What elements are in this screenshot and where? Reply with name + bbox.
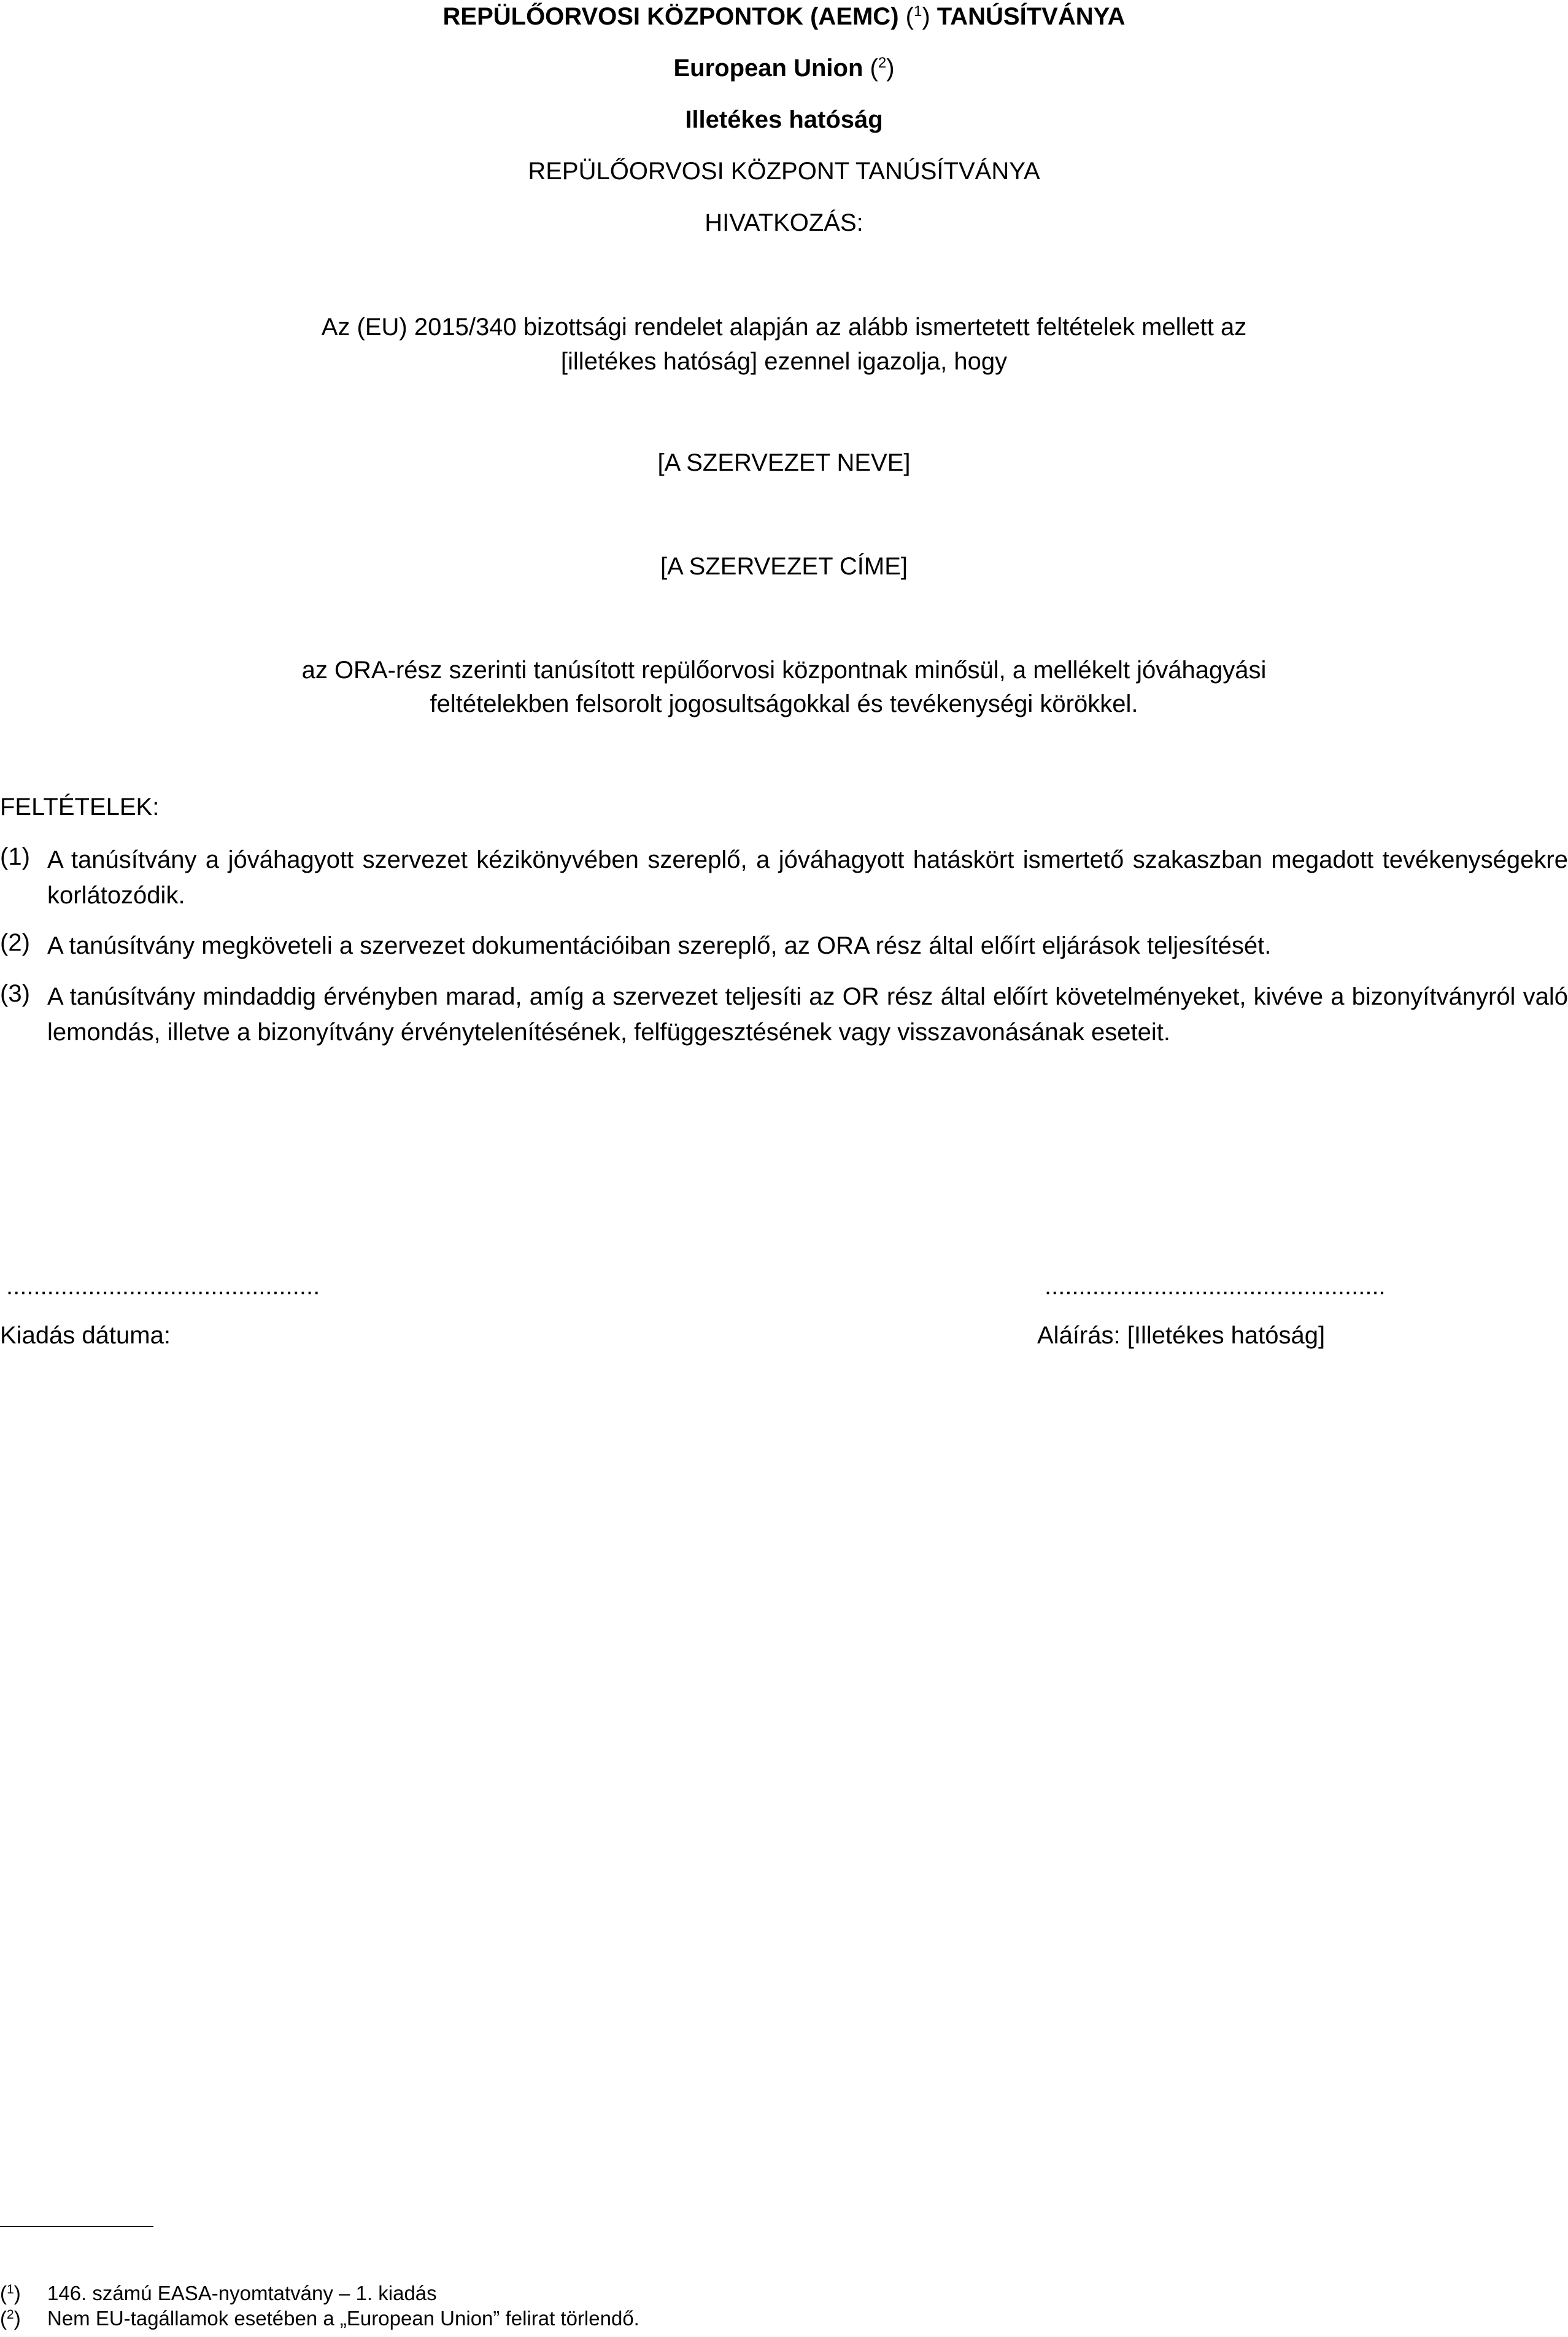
conditions-heading: FELTÉTELEK: — [0, 794, 160, 821]
reference-label: HIVATKOZÁS: — [705, 209, 863, 236]
document-title: REPÜLŐORVOSI KÖZPONTOK (AEMC) ($^1$) TANÚSÍTVÁNYA — [442, 3, 1126, 30]
footnote-divider — [0, 2226, 153, 2227]
footnote-text: Nem EU-tagállamok esetében a „European Union” felirat törlendő. — [47, 2307, 639, 2330]
title-main: REPÜLŐORVOSI KÖZPONTOK (AEMC) — [442, 3, 899, 30]
date-signature-line: .............................................. — [6, 1273, 320, 1300]
condition-number: (3) — [0, 980, 30, 1007]
condition-number: (1) — [0, 843, 30, 870]
organisation-address: [A SZERVEZET CÍME] — [660, 553, 908, 580]
union-label: European Union — [673, 55, 863, 82]
qualification-line-2: feltételekben felsorolt jogosultságokkal és tevékenységi körökkel. — [430, 690, 1138, 717]
footnote-text: 146. számú EASA-nyomtatvány – 1. kiadás — [47, 2282, 437, 2304]
condition-text: A tanúsítvány mindaddig érvényben marad, amíg a szervezet teljesíti az OR rész által előírt követelményeket, kivéve a bizonyítványról való lemondás, illetve a bizonyítvány érvénytelenítésének, felfüggesztésének vagy visszavonásának eseteit. — [47, 983, 1568, 1046]
condition-text: A tanúsítvány megköveteli a szervezet dokumentációiban szereplő, az ORA rész által előírt eljárások teljesítését. — [47, 932, 1272, 959]
authority-heading: Illetékes hatóság — [685, 106, 883, 133]
intro-line-2: [illetékes hatóság] ezennel igazolja, hogy — [560, 348, 1008, 375]
date-label: Kiadás dátuma: — [0, 1322, 171, 1349]
organisation-name: [A SZERVEZET NEVE] — [657, 449, 911, 476]
footnote-marker: ($^2$) — [0, 2307, 21, 2330]
title-suffix: TANÚSÍTVÁNYA — [937, 3, 1126, 30]
footnote-marker: ($^1$) — [0, 2282, 21, 2304]
signature-label: Aláírás: [Illetékes hatóság] — [1037, 1322, 1326, 1349]
footnote-ref-1: 1 — [913, 3, 922, 20]
authority-signature-line: .................................................. — [1045, 1273, 1386, 1300]
footnote-ref-2: 2 — [878, 55, 887, 71]
certificate-title: REPÜLŐORVOSI KÖZPONT TANÚSÍTVÁNYA — [528, 158, 1040, 185]
intro-line-1: Az (EU) 2015/340 bizottsági rendelet alapján az alább ismertetett feltételek mellett az — [321, 314, 1247, 341]
union-line: European Union ($^2$) — [673, 55, 895, 82]
qualification-line-1: az ORA-rész szerinti tanúsított repülőorvosi központnak minősül, a mellékelt jóváhagyási — [301, 657, 1267, 684]
condition-text: A tanúsítvány a jóváhagyott szervezet kézikönyvében szereplő, a jóváhagyott hatáskört ismertető szakaszban megadott tevékenységekre korlátozódik. — [47, 846, 1568, 909]
condition-number: (2) — [0, 929, 30, 956]
